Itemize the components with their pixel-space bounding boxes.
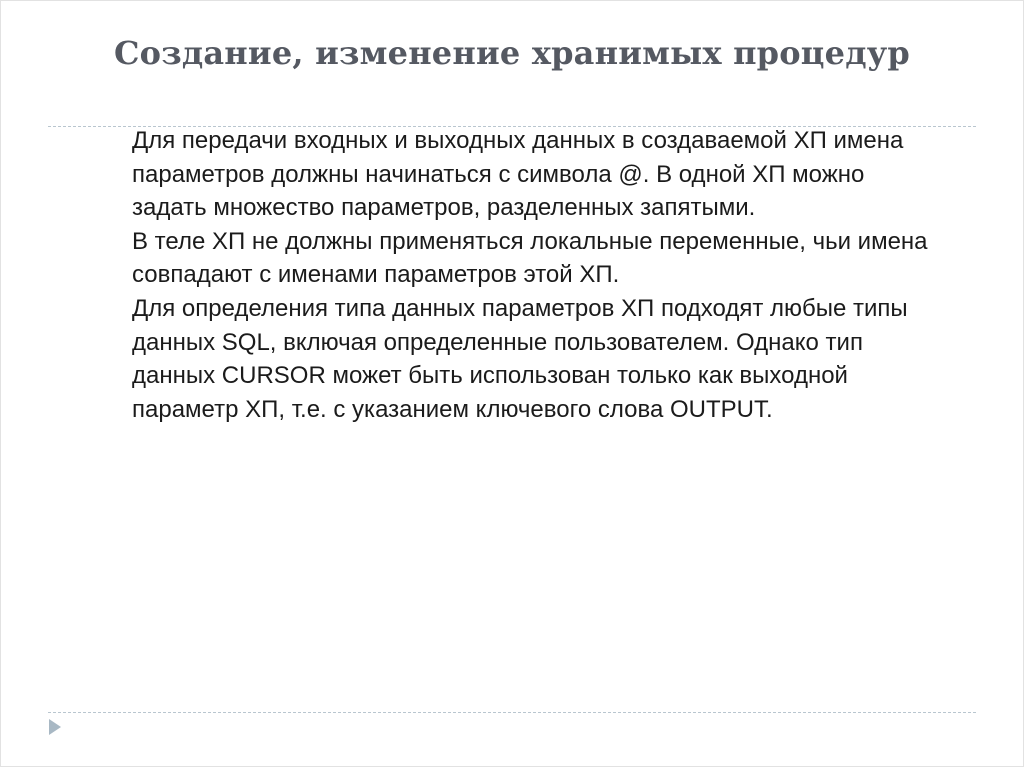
paragraph-local-variables: В теле ХП не должны применяться локальные переменные, чьи имена совпадают с именами параметров этой ХП.: [132, 227, 928, 289]
slide-body: [132, 124, 932, 426]
footer-divider: [48, 712, 976, 713]
triangle-right-icon: [48, 718, 62, 736]
paragraph-parameters: Для передачи входных и выходных данных в создаваемой ХП имена параметров должны начинаться с символа @. В одной ХП можно задать множество параметров, разделенных запятыми.: [132, 127, 904, 222]
paragraph-data-types: Для определения типа данных параметров ХП подходят любые типы данных SQL, включая определенные пользователем. Однако тип данных CURSOR может быть использован только как выходной параметр ХП, т.е. с указанием ключевого слова OUTPUT.: [132, 294, 908, 423]
slide-title: Создание, изменение хранимых процедур: [113, 34, 910, 72]
